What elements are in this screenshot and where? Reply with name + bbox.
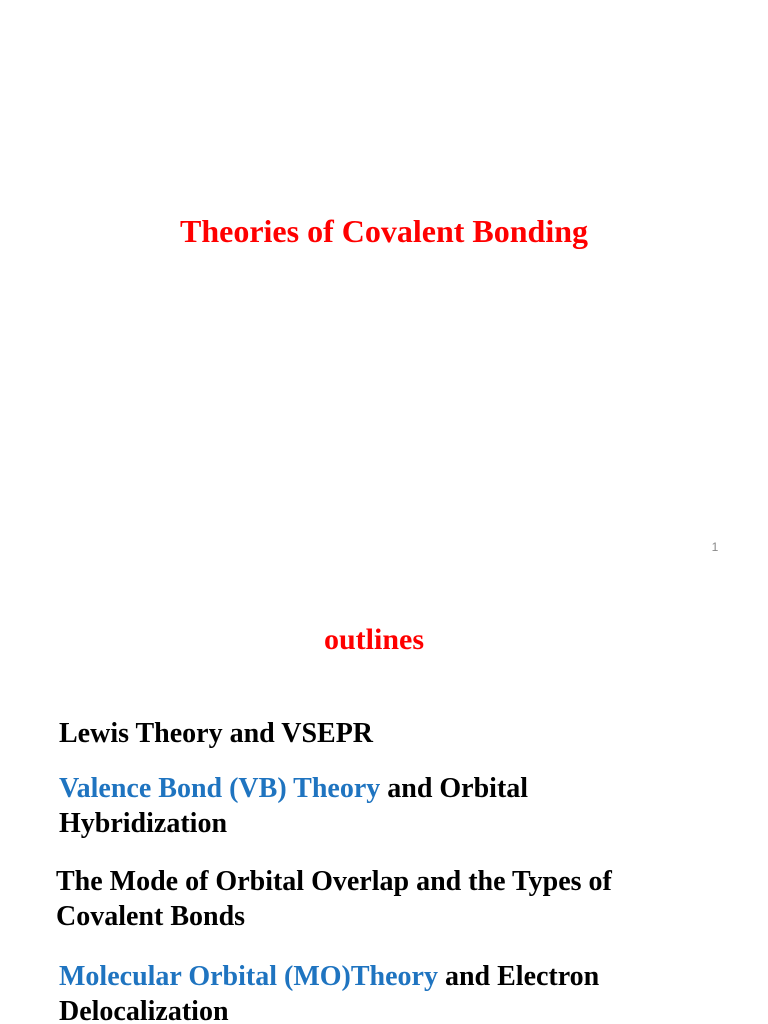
outline-item-molecular-orbital (59, 959, 699, 1024)
outline-item-highlight: Valence Bond (VB) Theory (59, 773, 381, 804)
page-number: 1 (711, 540, 719, 554)
outline-item-orbital-overlap (56, 864, 696, 934)
slide-title: Theories of Covalent Bonding (179, 213, 589, 249)
outline-item-text: and Electron Delocalization (59, 961, 600, 1024)
outline-item-text: Lewis Theory and VSEPR (59, 718, 374, 749)
outline-item-lewis (59, 716, 699, 751)
slide-2 (0, 570, 768, 1024)
outline-item-text: The Mode of Orbital Overlap and the Types of Covalent Bonds (56, 866, 612, 932)
outline-item-valence-bond (59, 771, 699, 841)
outlines-title: outlines (323, 623, 425, 656)
outline-item-text: and Orbital Hybridization (59, 773, 529, 839)
outline-item-highlight: Molecular Orbital (MO)Theory (59, 961, 438, 992)
